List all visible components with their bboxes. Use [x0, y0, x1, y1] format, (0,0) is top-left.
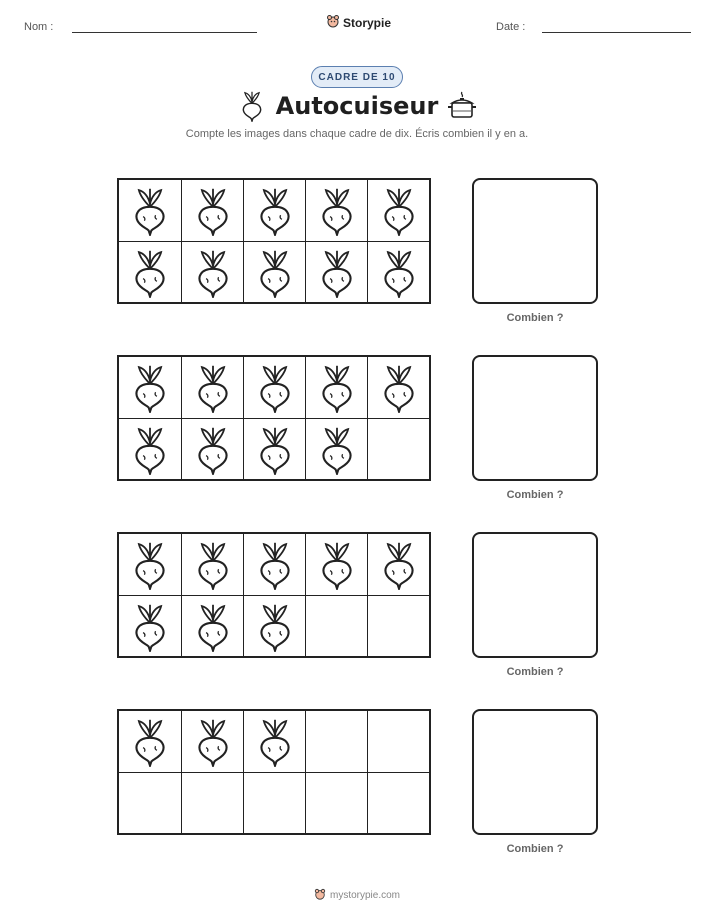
brand-name: Storypie	[343, 15, 392, 30]
ten-frame-cell	[367, 534, 429, 595]
ten-frame-cell	[181, 241, 243, 302]
ten-frame-cell	[243, 595, 305, 656]
ten-frame-cell	[367, 357, 429, 418]
ten-frame-cell	[305, 595, 367, 656]
page-title: Autocuiseur	[275, 92, 439, 120]
ten-frame-cell	[181, 357, 243, 418]
ten-frame	[117, 709, 431, 835]
answer-prompt: Combien ?	[506, 312, 564, 324]
ten-frame-cell	[181, 418, 243, 479]
ten-frame-cell	[119, 711, 181, 772]
ten-frame-cell	[305, 534, 367, 595]
ten-frame-cell	[243, 418, 305, 479]
date-label: Date :	[496, 21, 526, 33]
footer	[0, 888, 714, 903]
ten-frame-cell	[305, 418, 367, 479]
ten-frame-cell	[243, 241, 305, 302]
ten-frame-cell	[119, 357, 181, 418]
ten-frame-cell	[181, 534, 243, 595]
ten-frame-cell	[243, 772, 305, 833]
ten-frame-cell	[119, 418, 181, 479]
storypie-logo-icon	[326, 14, 340, 31]
ten-frame-cell	[119, 241, 181, 302]
ten-frame-cell	[305, 180, 367, 241]
name-line[interactable]	[72, 32, 257, 33]
footer-url: mystorypie.com	[329, 890, 400, 901]
ten-frame-cell	[305, 711, 367, 772]
ten-frame-cell	[305, 241, 367, 302]
ten-frame-cell	[119, 180, 181, 241]
answer-prompt: Combien ?	[506, 489, 564, 501]
answer-prompt: Combien ?	[506, 666, 564, 678]
ten-frame	[117, 532, 431, 658]
ten-frame-cell	[181, 595, 243, 656]
ten-frame-cell	[367, 418, 429, 479]
instructions: Compte les images dans chaque cadre de dix. Écris combien il y en a.	[185, 128, 529, 140]
ten-frame-cell	[181, 772, 243, 833]
ten-frame-cell	[367, 180, 429, 241]
ten-frame-cell	[243, 357, 305, 418]
ten-frame-cell	[243, 180, 305, 241]
ten-frame-cell	[119, 534, 181, 595]
ten-frame-cell	[367, 711, 429, 772]
ten-frame-cell	[119, 595, 181, 656]
name-label: Nom :	[24, 21, 54, 33]
answer-box[interactable]	[472, 532, 598, 658]
answer-box[interactable]	[472, 355, 598, 481]
ten-frame	[117, 178, 431, 304]
ten-frame-cell	[367, 241, 429, 302]
ten-frame	[117, 355, 431, 481]
ten-frame-cell	[181, 711, 243, 772]
storypie-logo-icon	[314, 888, 326, 903]
ten-frame-cell	[367, 595, 429, 656]
ten-frame-cell	[181, 180, 243, 241]
ten-frame-cell	[243, 534, 305, 595]
pressure-cooker-icon	[447, 90, 477, 127]
answer-box[interactable]	[472, 709, 598, 835]
ten-frame-cell	[243, 711, 305, 772]
ten-frame-cell	[119, 772, 181, 833]
answer-box[interactable]	[472, 178, 598, 304]
ten-frame-cell	[367, 772, 429, 833]
brand-logo	[326, 14, 391, 31]
date-line[interactable]	[542, 32, 691, 33]
ten-frame-cell	[305, 357, 367, 418]
answer-prompt: Combien ?	[506, 843, 564, 855]
ten-frame-cell	[305, 772, 367, 833]
worksheet-type-badge: CADRE DE 10	[311, 66, 403, 88]
